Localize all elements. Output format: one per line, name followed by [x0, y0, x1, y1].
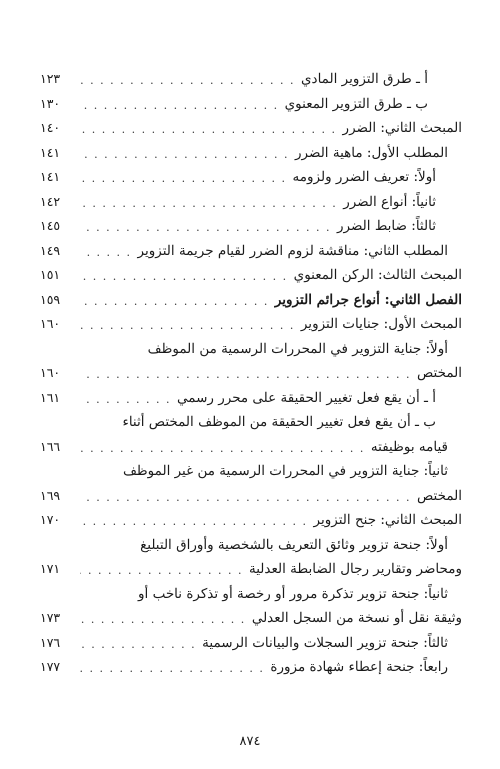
dot-leader	[80, 662, 264, 676]
dot-leader	[80, 246, 132, 260]
toc-entry-title: المطلب الثاني: مناقشة لزوم الضرر لقيام جريمة التزوير	[137, 242, 448, 259]
toc-entry-page: ١٦١	[40, 389, 61, 405]
toc-entry-page: ١٧٣	[40, 610, 61, 625]
toc-entry	[40, 434, 462, 456]
toc-entry	[40, 262, 462, 284]
toc-entry-title: أولاً: جنحة تزوير وثائق التعريف بالشخصية وأوراق التبليغ	[140, 536, 448, 553]
toc-entry-title: ثالثاً: جنحة تزوير السجلات والبيانات الرسمية	[202, 634, 448, 651]
toc-entry-page: ١٥٩	[40, 291, 61, 307]
toc-entry-page: ١٧١	[40, 561, 61, 576]
toc-entry-title: ثانياً: جناية التزوير في المحررات الرسمية من غير الموظف	[122, 463, 448, 479]
toc-entry	[40, 238, 462, 260]
page-number: ٨٧٤	[239, 734, 261, 749]
toc-entry-page: ١٧٠	[40, 512, 61, 527]
toc-entry-page: ١٤٠	[40, 120, 61, 135]
toc-entry	[40, 189, 462, 211]
toc-entry-title: ب ـ أن يقع فعل تغيير الحقيقة من الموظف المختص أثناء	[122, 414, 436, 430]
toc-entry-title: المبحث الثالث: الركن المعنوي	[293, 267, 462, 283]
toc-entry-page: ١٦٠	[40, 316, 61, 331]
toc-entry	[40, 311, 462, 333]
toc-entry-title: ثانياً: جنحة تزوير تذكرة مرور أو رخصة أو تذكرة ناخب أو	[138, 585, 448, 602]
toc-entry-page: ١٣٠	[40, 95, 61, 111]
dot-leader	[80, 74, 295, 88]
toc-entry-page: ١٤١	[40, 169, 61, 184]
toc-entry-page: ١٧٦	[40, 634, 61, 650]
toc-entry-title: المبحث الأول: جنايات التزوير	[300, 316, 462, 332]
toc-entry-page: ١٤٢	[40, 193, 61, 209]
dot-leader	[80, 613, 246, 627]
toc-entry-page: ١٥١	[40, 267, 61, 282]
dot-leader	[80, 319, 295, 333]
dot-leader	[80, 442, 365, 456]
toc-entry-page: ١٧٧	[40, 659, 61, 674]
toc-entry-title: ب ـ طرق التزوير المعنوي	[284, 95, 428, 112]
toc-entry	[40, 164, 462, 186]
toc-entry	[40, 556, 462, 578]
dot-leader	[80, 270, 288, 284]
toc-entry	[40, 532, 462, 554]
toc-entry	[40, 507, 462, 529]
toc-entry-title: رابعاً: جنحة إعطاء شهادة مزورة	[270, 659, 448, 675]
dot-leader	[80, 295, 269, 309]
toc-entry	[40, 213, 462, 235]
toc-entry-title: الفصل الثاني: أنواع جرائم التزوير	[274, 291, 462, 308]
toc-entry-title: المختص	[417, 487, 462, 504]
dot-leader	[80, 99, 279, 113]
toc-entry-page: ١٦٠	[40, 365, 61, 380]
toc-entry-title: ثالثاً: ضابط الضرر	[337, 218, 436, 234]
toc-entry	[40, 287, 462, 309]
dot-leader	[80, 564, 243, 578]
dot-leader	[80, 638, 196, 652]
toc-entry-title: المطلب الأول: ماهية الضرر	[295, 144, 448, 161]
toc-entry-page: ١٢٣	[40, 71, 61, 86]
dot-leader	[80, 491, 411, 505]
dot-leader	[80, 148, 289, 162]
toc-entry	[40, 581, 462, 603]
dot-leader	[80, 123, 337, 137]
dot-leader	[80, 197, 337, 211]
dot-leader	[80, 393, 171, 407]
toc-entry	[40, 630, 462, 652]
toc-entry	[40, 409, 462, 431]
toc-entry-title: أولاً: تعريف الضرر ولزومه	[292, 169, 436, 185]
toc-entry	[40, 360, 462, 382]
toc-entry-title: ثانياً: أنواع الضرر	[343, 193, 436, 210]
toc-entry-page: ١٤٥	[40, 218, 61, 233]
toc-entry-title: المختص	[417, 365, 462, 381]
toc-entry-title: المبحث الثاني: جنح التزوير	[313, 512, 462, 528]
toc-entry	[40, 654, 462, 676]
toc-entry	[40, 336, 462, 358]
dot-leader	[80, 368, 411, 382]
toc-entry-page: ١٤٩	[40, 242, 61, 258]
toc-entry-page: ١٤١	[40, 144, 61, 160]
toc-entry-title: أولاً: جناية التزوير في المحررات الرسمية من الموظف	[147, 340, 448, 357]
toc-entry-title: قيامه بوظيفته	[370, 438, 448, 455]
toc-entry	[40, 605, 462, 627]
toc-entry-title: وثيقة نقل أو نسخة من السجل العدلي	[251, 610, 462, 626]
toc-entry	[40, 458, 462, 480]
toc-entry-title: المبحث الثاني: الضرر	[342, 120, 462, 136]
toc-entry-page: ١٦٩	[40, 487, 61, 503]
toc-entry	[40, 140, 462, 162]
dot-leader	[80, 172, 287, 186]
toc-entry-title: أ ـ أن يقع فعل تغيير الحقيقة على محرر رسمي	[177, 389, 436, 406]
toc-entry	[40, 385, 462, 407]
toc-entry	[40, 483, 462, 505]
dot-leader	[80, 515, 308, 529]
toc-entry	[40, 91, 462, 113]
toc-entry-title: أ ـ طرق التزوير المادي	[300, 71, 428, 87]
toc-entry	[40, 115, 462, 137]
toc-entry	[40, 66, 462, 88]
toc-entry-page: ١٦٦	[40, 438, 61, 454]
toc-entry-title: ومحاضر وتقارير رجال الضابطة العدلية	[248, 561, 462, 577]
dot-leader	[80, 221, 331, 235]
